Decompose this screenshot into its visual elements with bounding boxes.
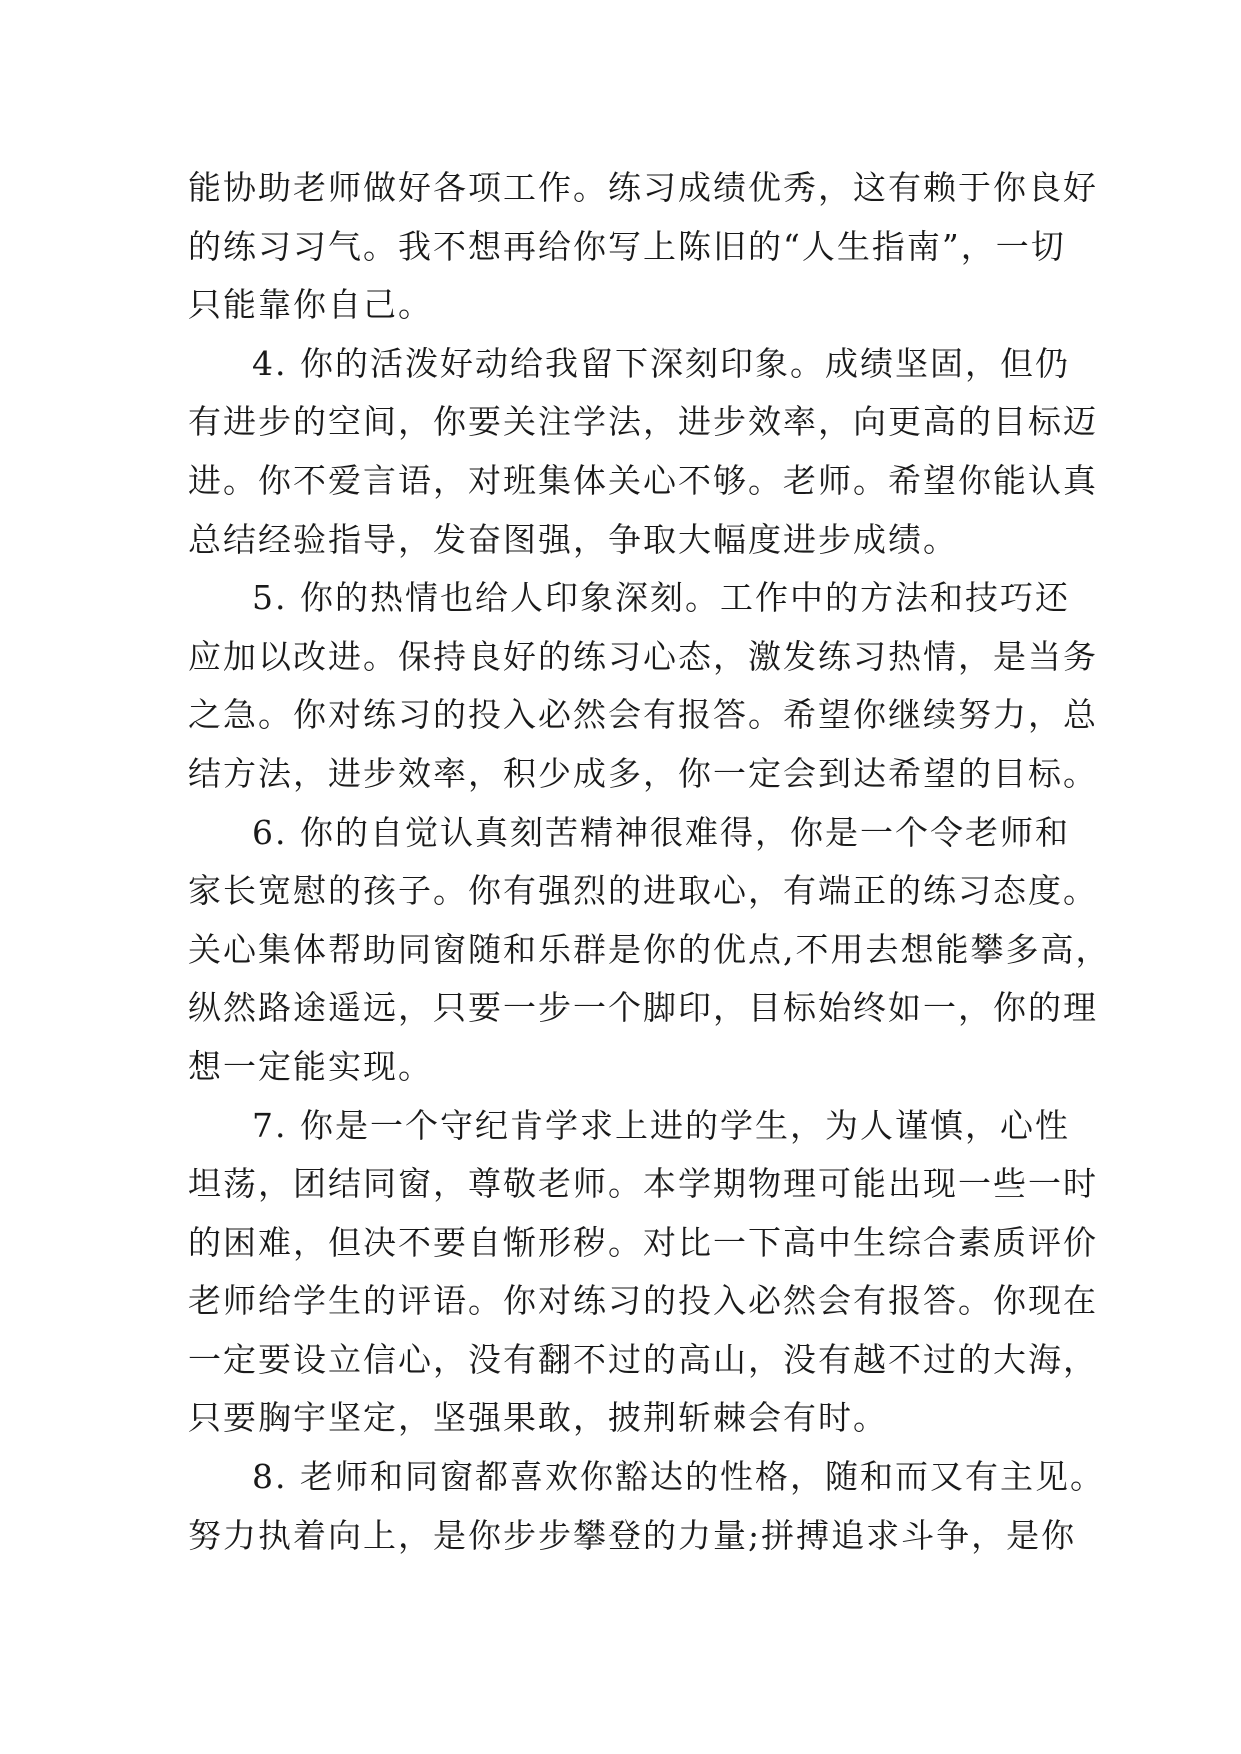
text-line: 进。你不爱言语，对班集体关心不够。老师。希望你能认真 — [188, 460, 1098, 500]
text-line: 努力执着向上，是你步步攀登的力量;拼搏追求斗争，是你 — [188, 1515, 1077, 1555]
text-line: 纵然路途遥远，只要一步一个脚印，目标始终如一，你的理 — [188, 988, 1098, 1028]
paragraph-start-line: 6. 你的自觉认真刻苦精神很难得，你是一个令老师和 — [252, 812, 1070, 852]
text-line: 总结经验指导，发奋图强，争取大幅度进步成绩。 — [188, 519, 958, 559]
text-line: 想一定能实现。 — [188, 1046, 433, 1086]
paragraph-start-line: 4. 你的活泼好动给我留下深刻印象。成绩坚固，但仍 — [252, 343, 1070, 383]
text-line: 有进步的空间，你要关注学法，进步效率，向更高的目标迈 — [188, 402, 1098, 442]
text-line: 只能靠你自己。 — [188, 285, 433, 325]
paragraph-start-line: 7. 你是一个守纪肯学求上进的学生，为人谨慎，心性 — [252, 1105, 1070, 1145]
text-line: 关心集体帮助同窗随和乐群是你的优点,不用去想能攀多高， — [188, 929, 1111, 969]
paragraph-start-line: 8. 老师和同窗都喜欢你豁达的性格，随和而又有主见。 — [252, 1457, 1105, 1497]
text-line: 只要胸宇坚定，坚强果敢，披荆斩棘会有时。 — [188, 1398, 888, 1438]
text-line: 能协助老师做好各项工作。练习成绩优秀，这有赖于你良好 — [188, 168, 1098, 207]
text-line: 的困难，但决不要自惭形秽。对比一下高中生综合素质评价 — [188, 1222, 1098, 1262]
text-line: 的练习习气。我不想再给你写上陈旧的“人生指南”，一切 — [188, 226, 1066, 266]
text-line: 应加以改进。保持良好的练习心态，激发练习热情，是当务 — [188, 636, 1098, 676]
text-line: 坦荡，团结同窗，尊敬老师。本学期物理可能出现一些一时 — [188, 1164, 1098, 1204]
text-line: 结方法，进步效率，积少成多，你一定会到达希望的目标。 — [188, 753, 1098, 793]
document-body — [188, 159, 1111, 1565]
text-line: 之急。你对练习的投入必然会有报答。希望你继续努力，总 — [188, 695, 1098, 735]
text-line: 家长宽慰的孩子。你有强烈的进取心，有端正的练习态度。 — [188, 871, 1098, 911]
text-line: 老师给学生的评语。你对练习的投入必然会有报答。你现在 — [188, 1281, 1098, 1321]
text-line: 一定要设立信心，没有翻不过的高山，没有越不过的大海， — [188, 1339, 1098, 1379]
paragraph-start-line: 5. 你的热情也给人印象深刻。工作中的方法和技巧还 — [252, 578, 1070, 618]
